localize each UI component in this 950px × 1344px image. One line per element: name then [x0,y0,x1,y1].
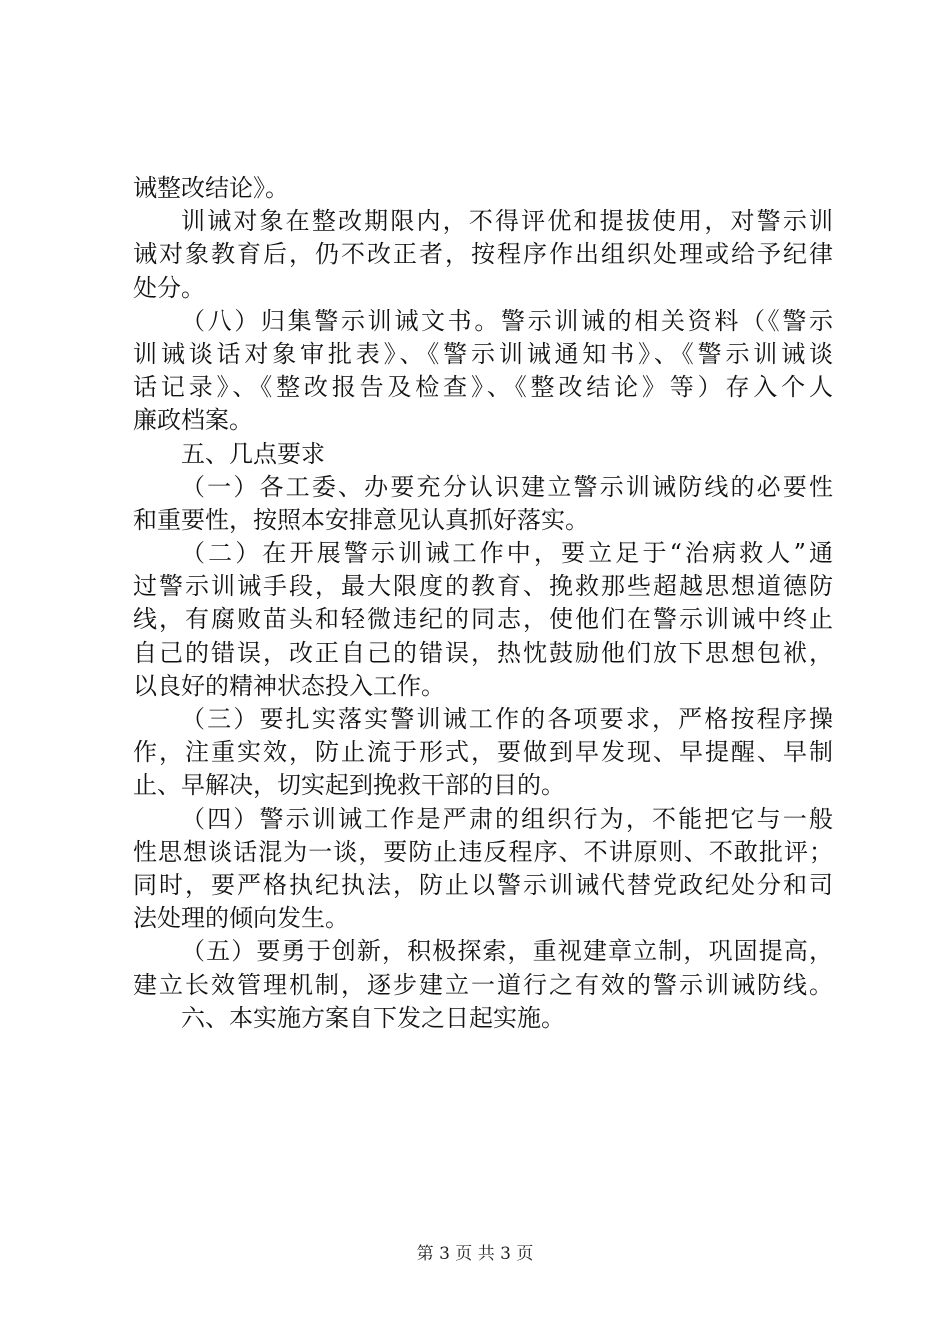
text-line: 建立长效管理机制，逐步建立一道行之有效的警示训诫防线。 [133,970,833,999]
text-line: 五、几点要求 [181,439,325,468]
text-line: 廉政档案。 [133,406,253,435]
text-line: 性思想谈话混为一谈，要防止违反程序、不讲原则、不敢批评； [133,837,833,866]
text-line: （一）各工委、办要充分认识建立警示训诫防线的必要性 [181,472,833,501]
text-line: 线，有腐败苗头和轻微违纪的同志，使他们在警示训诫中终止 [133,605,833,634]
text-line: 话记录》、《整改报告及检查》、《整改结论》等）存入个人 [133,373,833,402]
text-line: 以良好的精神状态投入工作。 [133,671,445,700]
text-line: 自己的错误，改正自己的错误，热忱鼓励他们放下思想包袱， [133,638,833,667]
text-line: （五）要勇于创新，积极探索，重视建章立制，巩固提高， [181,937,833,966]
text-line: 作，注重实效，防止流于形式，要做到早发现、早提醒、早制 [133,738,833,767]
text-line: 六、本实施方案自下发之日起实施。 [181,1003,565,1032]
text-line: （四）警示训诫工作是严肃的组织行为，不能把它与一般 [181,804,833,833]
text-line: （三）要扎实落实警训诫工作的各项要求，严格按程序操 [181,705,833,733]
text-line: （八）归集警示训诫文书。警示训诫的相关资料（《警示 [181,306,833,335]
text-line: 和重要性，按照本安排意见认真抓好落实。 [133,505,589,534]
text-line: （二）在开展警示训诫工作中，要立足于“治病救人”通 [181,539,833,568]
text-line: 法处理的倾向发生。 [133,904,349,933]
text-line: 诫整改结论》。 [133,174,289,202]
page-footer: 第 3 页 共 3 页 [416,1244,534,1264]
text-line: 训诫谈话对象审批表》、《警示训诫通知书》、《警示训诫谈 [133,339,833,368]
text-line: 同时，要严格执纪执法，防止以警示训诫代替党政纪处分和司 [133,870,833,899]
text-line: 止、早解决，切实起到挽救干部的目的。 [133,771,565,800]
text-line: 诫对象教育后，仍不改正者，按程序作出组织处理或给予纪律 [133,240,833,269]
text-line: 过警示训诫手段，最大限度的教育、挽救那些超越思想道德防 [133,572,833,601]
text-line: 训诫对象在整改期限内，不得评优和提拔使用，对警示训 [181,207,833,236]
text-line: 处分。 [133,273,205,302]
document-body [133,172,833,1035]
